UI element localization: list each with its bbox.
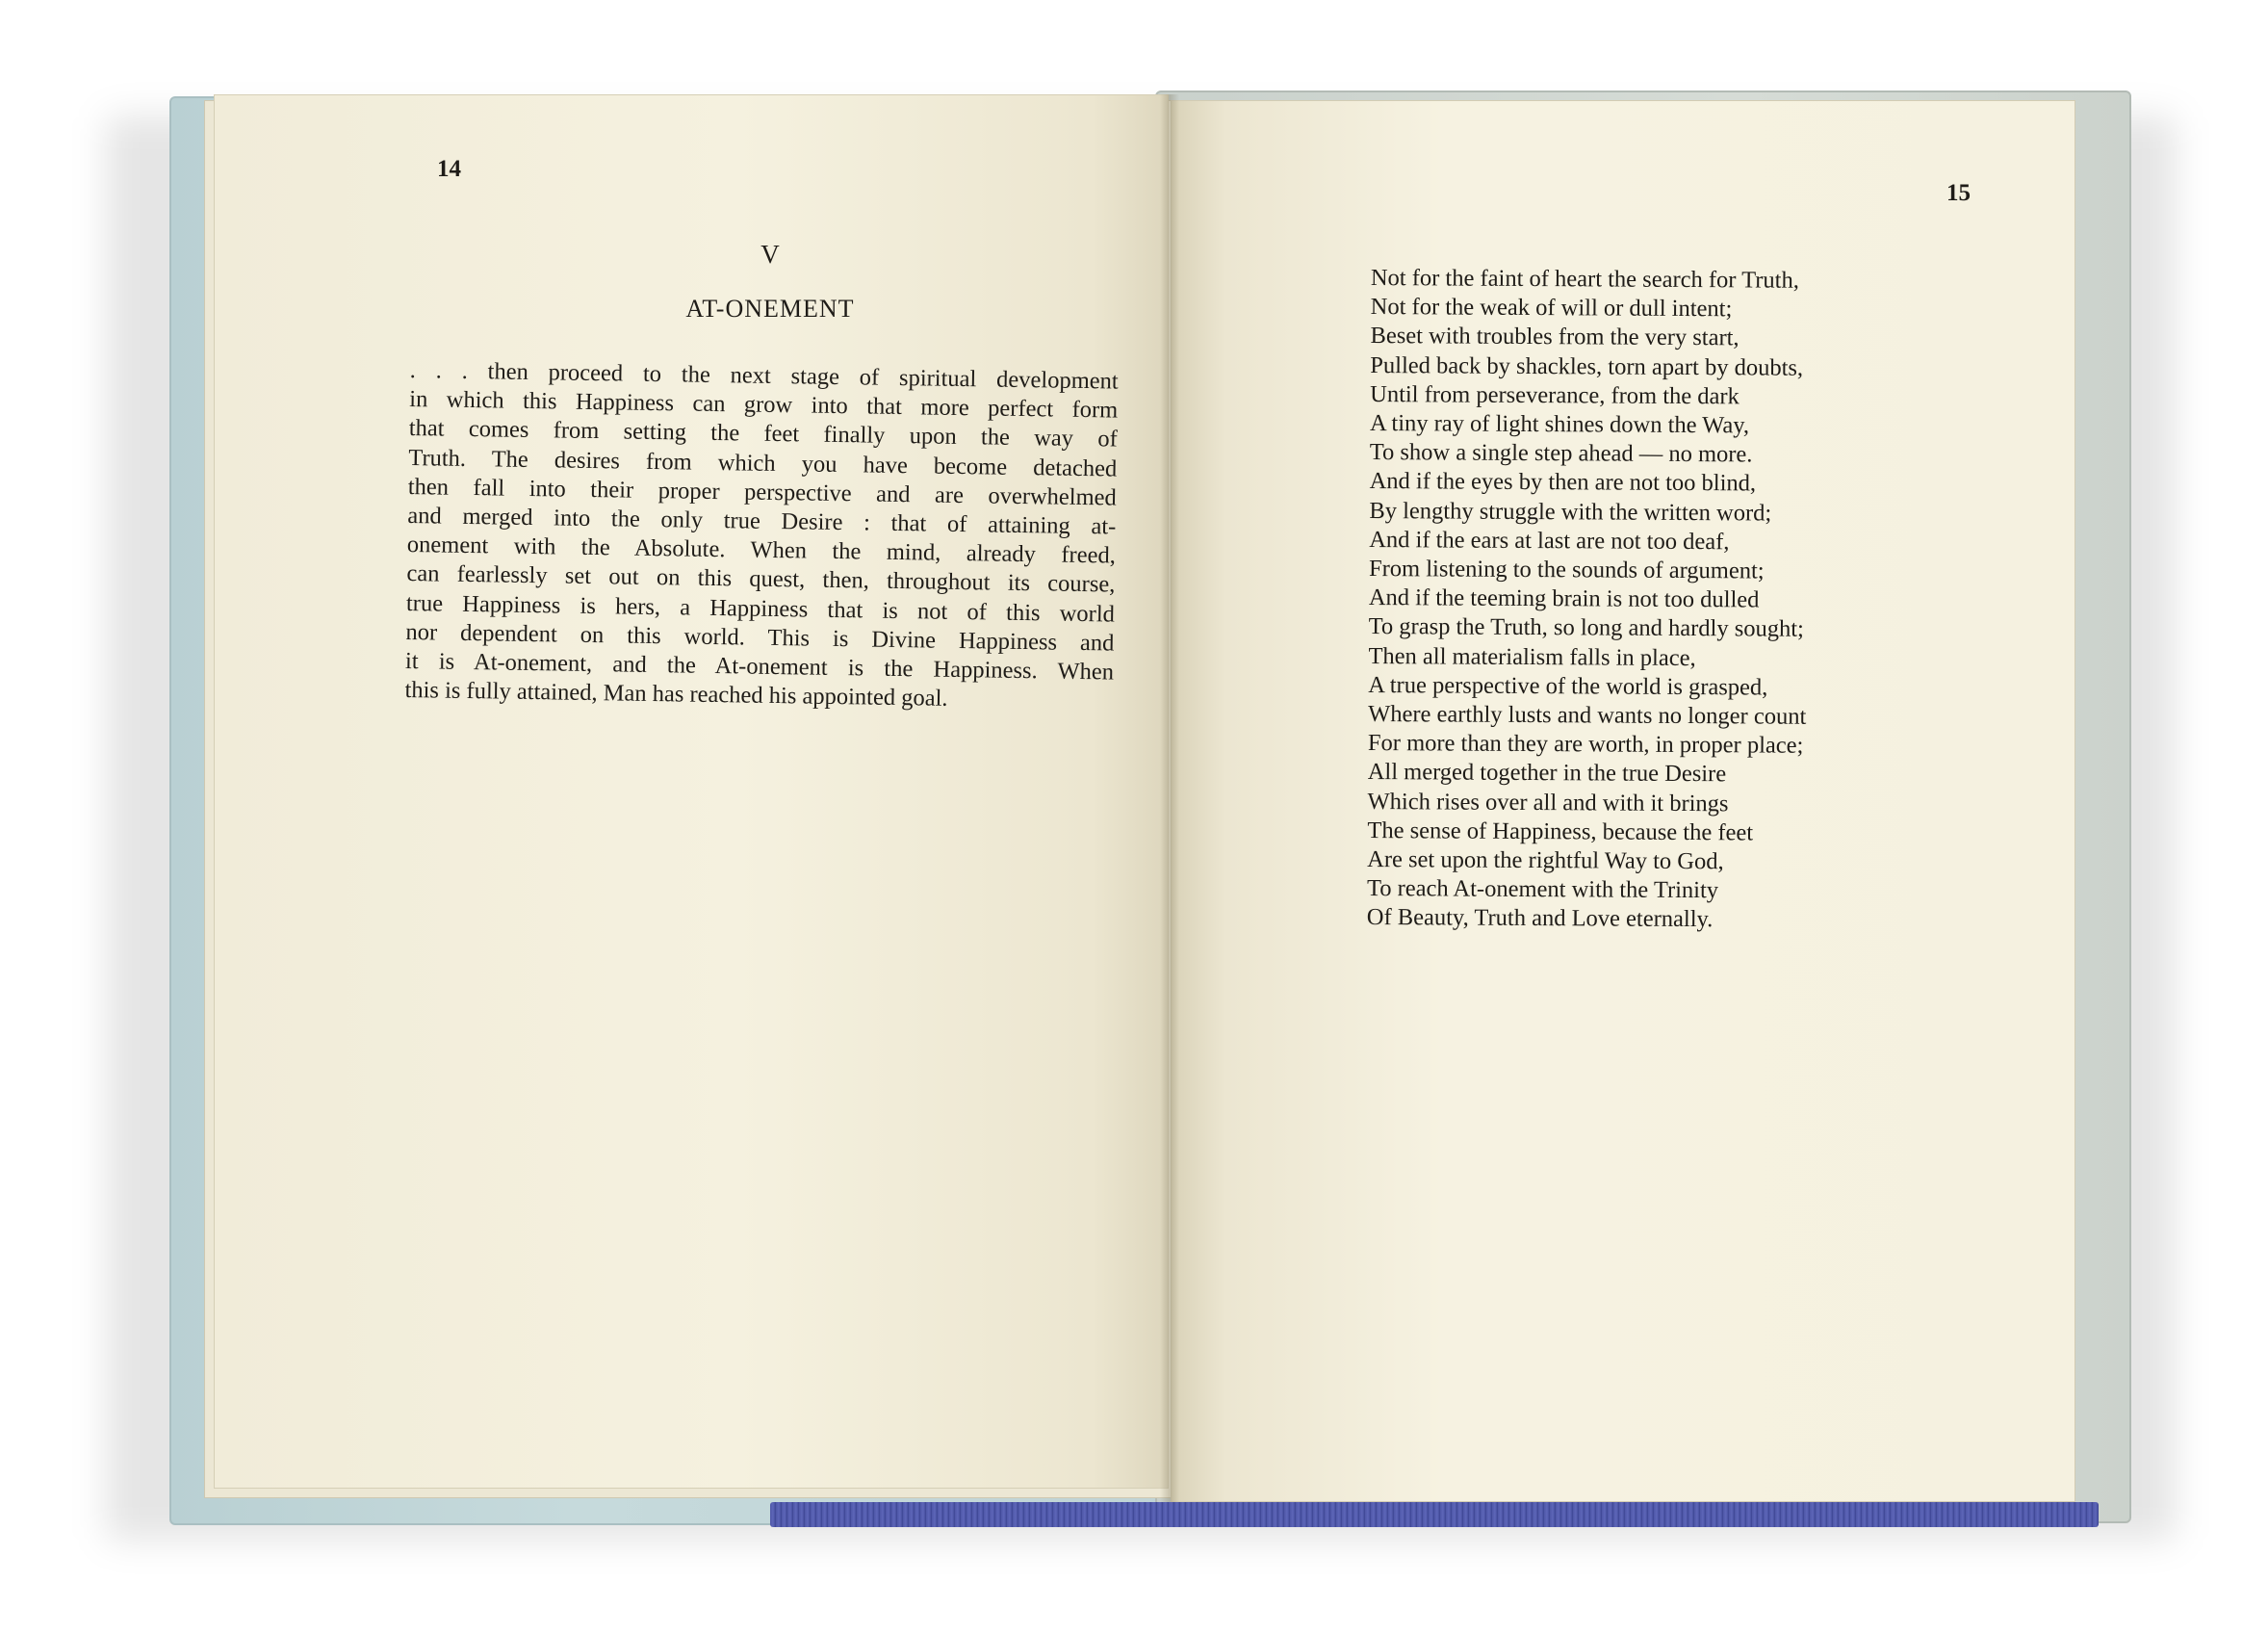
poem-line: And if the eyes by then are not too blind, [1369,468,1757,497]
poem-line: Not for the weak of will or dull intent; [1370,294,1733,323]
prose-line: nor dependent on this world. This is Divine Happiness and [405,618,1115,657]
poem-line: Not for the faint of heart the search for Truth, [1370,264,1799,294]
prose-line: it is At-onement, and the At-onement is the Happiness. When [404,647,1115,686]
poem-line: To grasp the Truth, so long and hardly sought; [1368,613,1804,643]
poem-line: To reach At-onement with the Trinity [1366,875,1719,904]
poem-line: Then all materialism falls in place, [1368,642,1696,671]
poem-line: Are set upon the rightful Way to God, [1367,846,1724,875]
poem [1367,264,1910,936]
page-number-left: 14 [437,156,461,182]
prose-line: can fearlessly set out on this quest, then, throughout its course, [406,560,1116,598]
poem-line: And if the ears at last are not too deaf, [1369,526,1730,556]
prose-line: in which this Happiness can grow into that more perfect form [409,386,1119,424]
poem-line: Pulled back by shackles, torn apart by doubts, [1370,351,1804,381]
poem-line: The sense of Happiness, because the feet [1367,817,1754,846]
prose-line: then fall into their proper perspective and are overwhelmed [407,473,1117,511]
poem-line: Until from perseverance, from the dark [1370,380,1740,410]
book-gutter [1160,94,1179,1502]
poem-line: And if the teeming brain is not too dulled [1368,584,1760,613]
poem-line: By lengthy struggle with the written word; [1369,497,1772,527]
prose-line: . . . then proceed to the next stage of spiritual development [409,356,1119,395]
prose-line: onement with the Absolute. When the mind, already freed, [406,532,1117,569]
prose-paragraph [404,356,1119,716]
prose-line: true Happiness is hers, a Happiness that is not of this world [405,589,1116,628]
page-number-right: 15 [1946,180,1971,206]
chapter-title: AT-ONEMENT [685,295,855,323]
prose-line: and merged into the only true Desire : that of attaining at- [407,502,1117,540]
prose-line: this is fully attained, Man has reached his appointed goal. [404,677,948,713]
poem-line: All merged together in the true Desire [1367,759,1727,788]
poem-line: Which rises over all and with it brings [1367,788,1729,817]
poem-line: Of Beauty, Truth and Love eternally. [1366,904,1714,933]
poem-line: A true perspective of the world is grasped, [1368,671,1768,701]
prose-line: Truth. The desires from which you have become detached [408,444,1118,482]
poem-line: A tiny ray of light shines down the Way, [1369,410,1750,439]
poem-line: Beset with troubles from the very start, [1370,323,1740,351]
prose-line: that comes from setting the feet finally upon the way of [408,415,1118,453]
poem-line: To show a single step ahead — no more. [1369,439,1753,468]
poem-line: For more than they are worth, in proper place; [1367,730,1804,760]
chapter-numeral: V [760,240,780,269]
poem-line: Where earthly lusts and wants no longer count [1368,701,1807,730]
poem-line: From listening to the sounds of argument; [1368,556,1765,584]
book-spine-cloth [770,1502,2099,1527]
